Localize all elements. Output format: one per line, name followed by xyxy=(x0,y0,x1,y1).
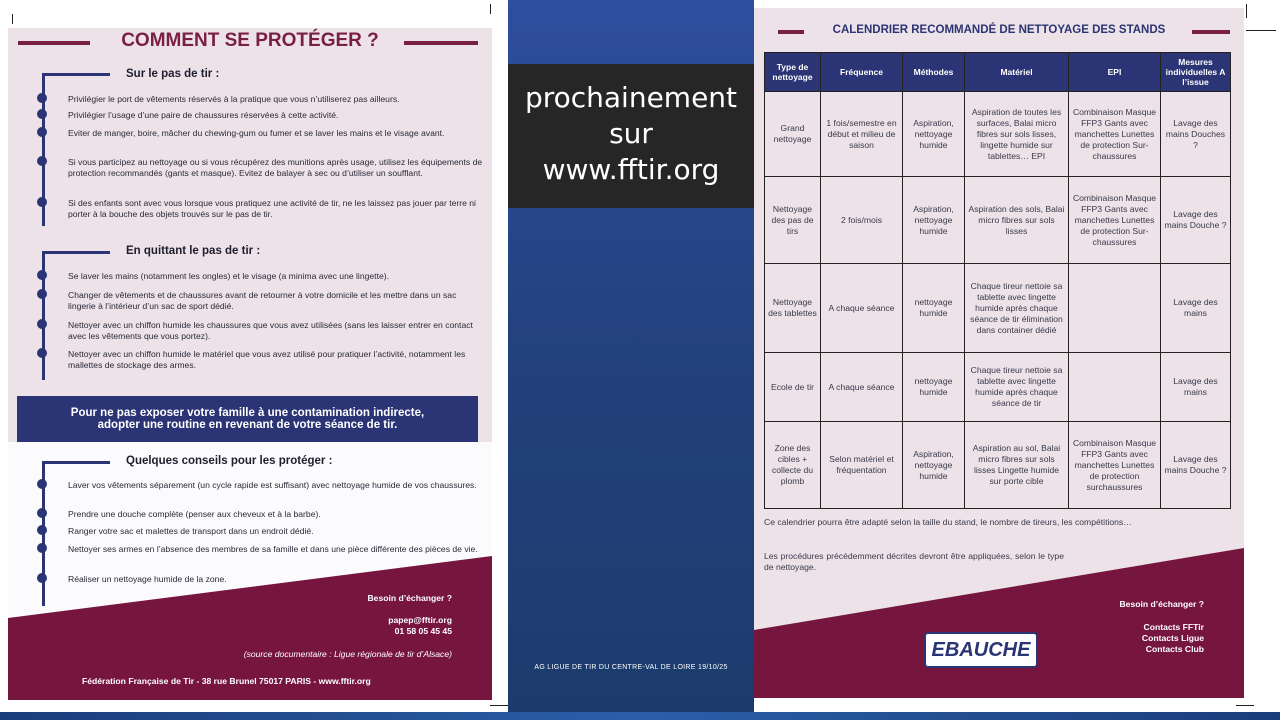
table-cell: 2 fois/mois xyxy=(821,177,903,264)
bottom-band xyxy=(0,712,1280,720)
section-title: Sur le pas de tir : xyxy=(126,68,220,80)
calendar-title: CALENDRIER RECOMMANDÉ DE NETTOYAGE DES STANDS xyxy=(832,24,1166,36)
table-cell: Combinaison Masque FFP3 Gants avec manchettes Lunettes de protection surchaussures xyxy=(1069,422,1161,509)
table-cell: Ecole de tir xyxy=(765,353,821,422)
phone-number: 01 58 05 45 45 xyxy=(394,626,452,636)
paragraph: Nettoyer avec un chiffon humide le matériel que vous avez utilisé pour pratiquer l’activité, notamment les mallettes de stockage des armes. xyxy=(68,349,466,370)
table-row xyxy=(765,92,1231,177)
table-cell: Aspiration, nettoyage humide xyxy=(903,177,965,264)
federation-address: Fédération Française de Tir - 38 rue Brunel 75017 PARIS - www.fftir.org xyxy=(82,676,371,686)
table-row xyxy=(765,353,1231,422)
left-page xyxy=(8,28,492,700)
section-title: En quittant le pas de tir : xyxy=(126,245,261,257)
paragraph: Se laver les mains (notamment les ongles) et le visage (a minima avec une lingette). xyxy=(68,271,389,281)
header-cell: Méthodes xyxy=(903,53,965,92)
paragraph: Si des enfants sont avec vous lorsque vous pratiquez une activité de tir, ne les laissez pas jouer par terre ni porter à la bouche des objets trouvés sur le pas de tir. xyxy=(68,198,476,219)
page-title: COMMENT SE PROTÉGER ? xyxy=(121,30,379,51)
paragraph: Nettoyer avec un chiffon humide les chaussures que vous avez utilisées (sans les laisser entrer en contact avec les vêtements que vous portez). xyxy=(68,320,473,341)
paragraph: Réaliser un nettoyage humide de la zone. xyxy=(68,574,227,584)
bullet-dot xyxy=(37,573,47,583)
table-cell: Lavage des mains Douche ? xyxy=(1161,177,1231,264)
need-contact: Besoin d’échanger ? xyxy=(367,593,452,603)
promo-line-2: sur xyxy=(609,117,653,150)
table-cell: Chaque tireur nettoie sa tablette avec lingette humide après chaque séance de tir xyxy=(965,353,1069,422)
band-line-1: Pour ne pas exposer votre famille à une contamination indirecte, xyxy=(70,407,425,419)
section-rule xyxy=(42,73,110,76)
paragraph: Privilégier l’usage d’une paire de chaussures réservées à cette activité. xyxy=(68,110,339,120)
paragraph: Privilégier le port de vêtements réservés à la pratique que vous n’utiliserez pas ailleurs. xyxy=(68,94,400,104)
crop-mark xyxy=(12,14,13,24)
band-line-2: adopter une routine en revenant de votre séance de tir. xyxy=(97,419,398,431)
bullet-dot xyxy=(37,479,47,489)
table-cell: Combinaison Masque FFP3 Gants avec manchettes Lunettes de protection Sur-chaussures xyxy=(1069,177,1161,264)
promo-line-1: prochainement xyxy=(524,81,738,114)
table-header-row xyxy=(765,53,1231,92)
header-cell: Fréquence xyxy=(821,53,903,92)
bullet-dot xyxy=(37,543,47,553)
table-cell: Lavage des mains xyxy=(1161,353,1231,422)
bullet-dot xyxy=(37,348,47,358)
cleaning-calendar-table xyxy=(764,52,1231,509)
promo-box xyxy=(508,64,754,208)
table-cell: Aspiration, nettoyage humide xyxy=(903,422,965,509)
table-row xyxy=(765,177,1231,264)
crop-mark xyxy=(1236,705,1254,706)
table-cell: nettoyage humide xyxy=(903,353,965,422)
table-cell: Lavage des mains Douche ? xyxy=(1161,422,1231,509)
table-cell: Lavage des mains xyxy=(1161,264,1231,353)
bullet-dot xyxy=(37,270,47,280)
paragraph: Ranger votre sac et malettes de transport dans un endroit dédié. xyxy=(68,526,314,536)
bullet-dot xyxy=(37,93,47,103)
paragraph: Changer de vêtements et de chaussures avant de retourner à votre domicile et les mettre dans un sac lingerie à l’intérieur d’un sac de sport dédié. xyxy=(68,290,457,311)
paragraph: Prendre une douche complète (penser aux cheveux et à la barbe). xyxy=(68,509,321,519)
paragraph: Eviter de manger, boire, mâcher du chewing-gum ou fumer et se laver les mains et le visage avant. xyxy=(68,128,445,138)
table-cell: Combinaison Masque FFP3 Gants avec manchettes Lunettes de protection Sur-chaussures xyxy=(1069,92,1161,177)
contact-club-link[interactable]: Contacts Club xyxy=(1145,644,1204,654)
bullet-dot xyxy=(37,156,47,166)
note-paragraph: Les procédures précédemment décrites devront être appliquées, selon le type de nettoyage. xyxy=(764,551,1064,572)
draft-stamp: EBAUCHE xyxy=(924,632,1038,668)
table-cell xyxy=(1069,353,1161,422)
table-row xyxy=(765,422,1231,509)
table-cell: A chaque séance xyxy=(821,264,903,353)
header-cell: Mesures individuelles A l’issue xyxy=(1161,53,1231,92)
contact-fftir-link[interactable]: Contacts FFTir xyxy=(1143,622,1204,632)
section-rule xyxy=(42,461,110,464)
crop-mark xyxy=(1246,30,1276,31)
table-cell: Aspiration de toutes les surfaces, Balai micro fibres sur sols lisses, lingette humide sur tablettes… EPI xyxy=(965,92,1069,177)
contact-ligue-link[interactable]: Contacts Ligue xyxy=(1141,633,1204,643)
table-row xyxy=(765,264,1231,353)
table-cell: Aspiration des sols, Balai micro fibres sur sols lisses xyxy=(965,177,1069,264)
promo-link[interactable]: www.fftir.org xyxy=(542,153,720,186)
paragraph: Si vous participez au nettoyage ou si vous récupérez des munitions après usage, utilisez les équipements de protection recommandés (gants et masque). Evitez de balayer à sec ou d’utiliser un soufflant. xyxy=(68,157,483,178)
paragraph: Nettoyer ses armes en l’absence des membres de sa famille et dans une pièce différente des pièces de vie. xyxy=(68,544,478,554)
table-cell: Aspiration, nettoyage humide xyxy=(903,92,965,177)
table-cell: Selon matériel et fréquentation xyxy=(821,422,903,509)
table-cell: Zone des cibles + collecte du plomb xyxy=(765,422,821,509)
header-cell: Matériel xyxy=(965,53,1069,92)
table-cell: 1 fois/semestre en début et milieu de saison xyxy=(821,92,903,177)
bullet-dot xyxy=(37,109,47,119)
bullet-dot xyxy=(37,525,47,535)
source-note: (source documentaire : Ligue régionale de tir d’Alsace) xyxy=(243,649,452,659)
header-cell: Type de nettoyage xyxy=(765,53,821,92)
table-cell: Nettoyage des tablettes xyxy=(765,264,821,353)
highlight-band xyxy=(17,396,478,442)
table-cell: nettoyage humide xyxy=(903,264,965,353)
bullet-dot xyxy=(37,319,47,329)
email-link[interactable]: papep@fftir.org xyxy=(388,615,452,625)
section-rule xyxy=(42,251,110,254)
need-contact: Besoin d’échanger ? xyxy=(1119,599,1204,609)
crop-mark xyxy=(490,4,491,14)
bullet-dot xyxy=(37,508,47,518)
table-cell: Chaque tireur nettoie sa tablette avec lingette humide après chaque séance de tir élimination dans container dédié xyxy=(965,264,1069,353)
table-cell: Nettoyage des pas de tirs xyxy=(765,177,821,264)
footer-note: AG LIGUE DE TIR DU CENTRE-VAL DE LOIRE 19/10/25 xyxy=(534,664,728,671)
right-page xyxy=(754,8,1244,698)
table-cell: Aspiration au sol, Balai micro fibres sur sols lisses Lingette humide sur porte cible xyxy=(965,422,1069,509)
bullet-dot xyxy=(37,197,47,207)
table-cell: A chaque séance xyxy=(821,353,903,422)
crop-mark xyxy=(490,705,508,706)
table-cell xyxy=(1069,264,1161,353)
table-cell: Lavage des mains Douches ? xyxy=(1161,92,1231,177)
crop-mark xyxy=(1246,4,1247,18)
table-cell: Grand nettoyage xyxy=(765,92,821,177)
paragraph: Laver vos vêtements séparement (un cycle rapide est suffisant) avec nettoyage humide de vos chaussures. xyxy=(68,480,477,490)
header-cell: EPI xyxy=(1069,53,1161,92)
note-paragraph: Ce calendrier pourra être adapté selon la taille du stand, le nombre de tireurs, les compétitions… xyxy=(764,517,1132,527)
section-title: Quelques conseils pour les protéger : xyxy=(126,455,333,467)
bullet-dot xyxy=(37,127,47,137)
bullet-dot xyxy=(37,289,47,299)
